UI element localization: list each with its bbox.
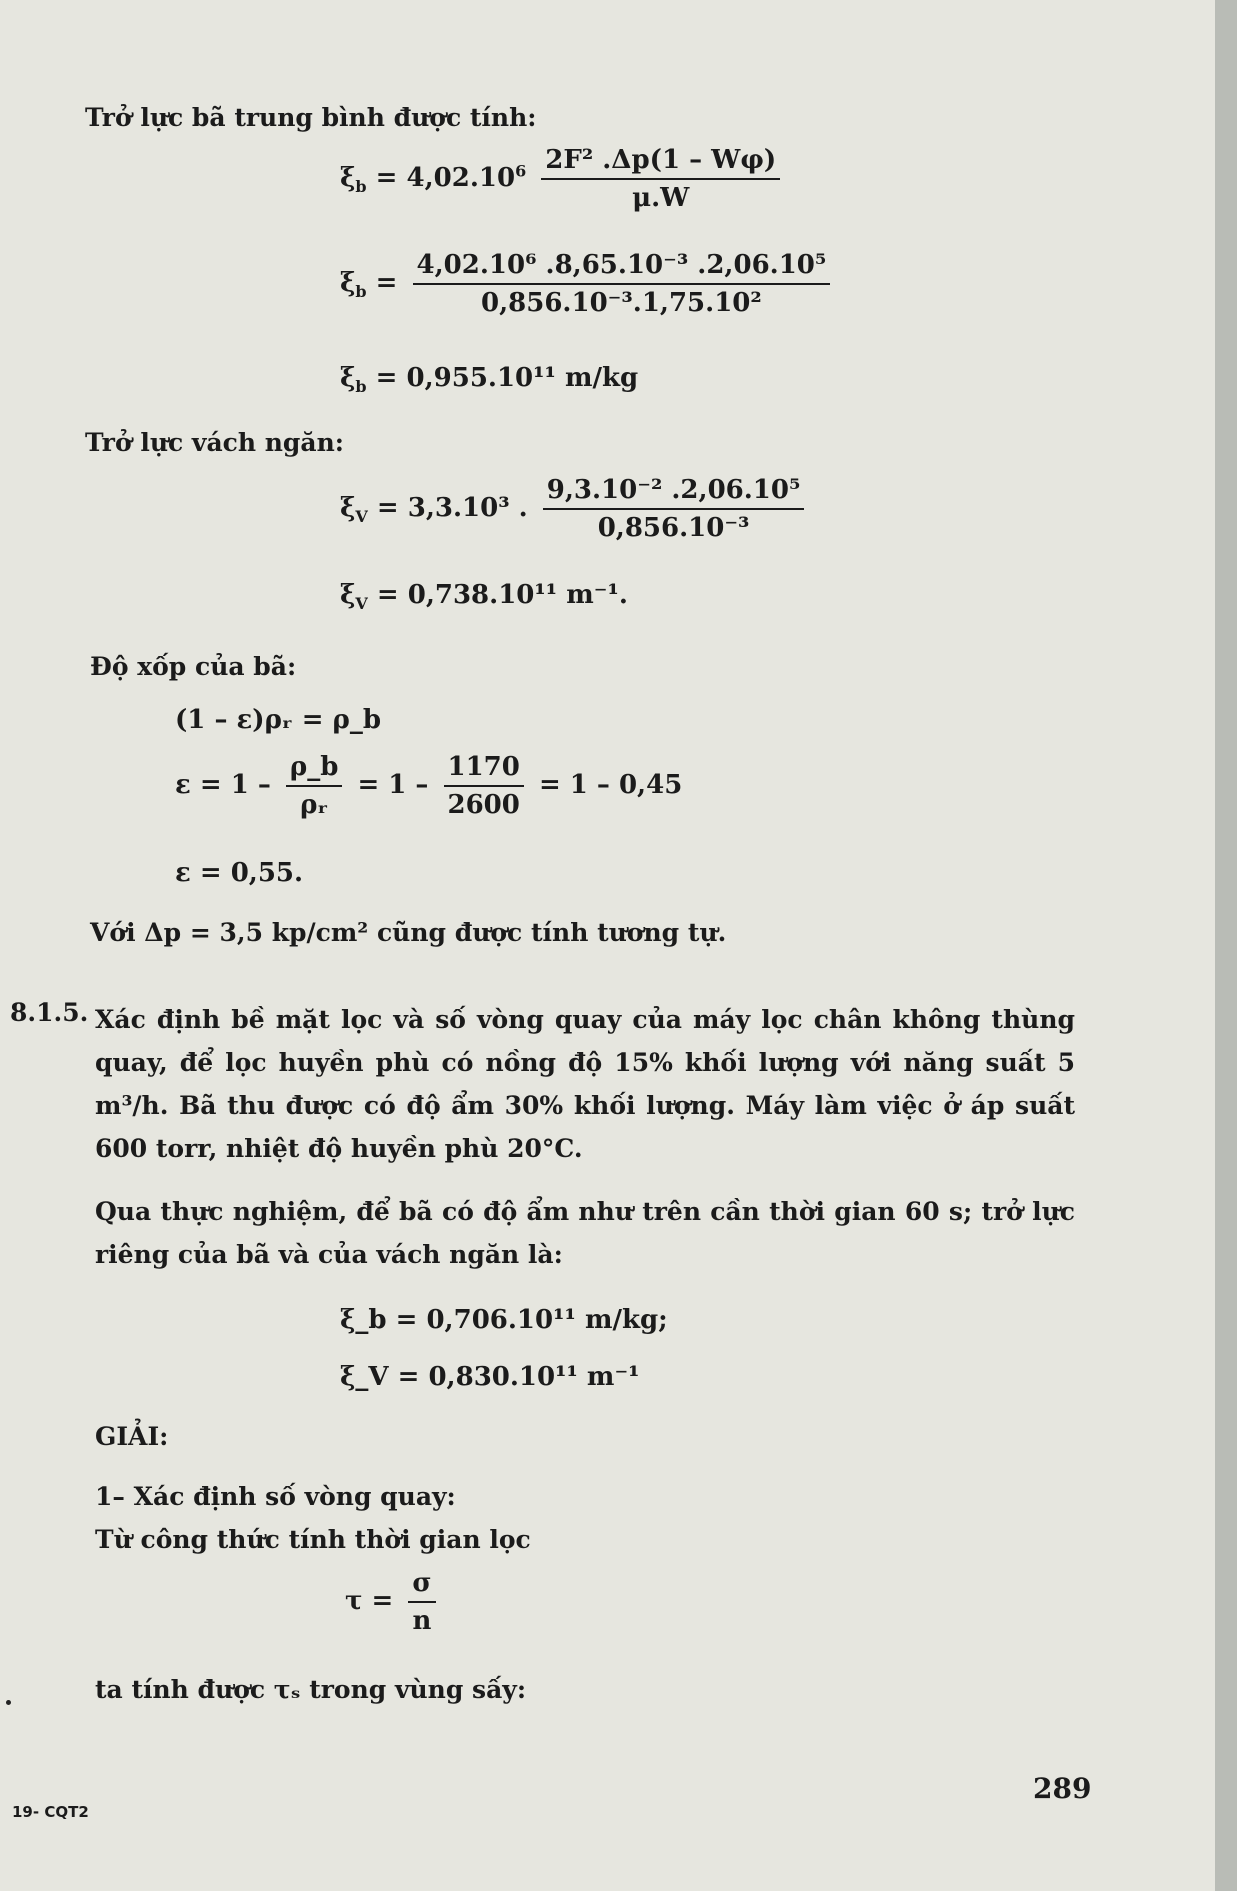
fraction-substitution: $\frac{\text{4,02.10⁶ .8,65.10⁻³ .2,06.10⁵}}{\text{0,856.10⁻³.1,75.10²}}$ [413, 250, 831, 318]
equation-cake-resistance-result: $\xi_b = 0,955.10^{11}$ m/kg [340, 363, 639, 397]
equation-medium-resistance-result: $\xi_V = 0,738.10^{11}$ m⁻¹. [340, 580, 628, 614]
fraction-medium: $\frac{\text{9,3.10⁻² .2,06.10⁵}}{\text{0,856.10⁻³}}$ [543, 475, 805, 543]
equation-given-medium-resistance: ξ_V = 0,830.10¹¹ m⁻¹ [340, 1362, 640, 1392]
equation-given-cake-resistance: ξ_b = 0,706.10¹¹ m/kg; [340, 1305, 668, 1335]
note-other-pressure: Với Δp = 3,5 kp/cm² cũng được tính tương tự. [90, 918, 727, 947]
heading-medium-resistance: Trở lực vách ngăn: [85, 428, 345, 457]
solution-heading: GIẢI: [95, 1422, 169, 1451]
solution-step-1-text: Từ công thức tính thời gian lọc [95, 1525, 531, 1554]
page-edge [1215, 0, 1237, 1891]
fraction-formula: $\frac{\text{2F² .Δp(1 – Wφ)}}{\mu.W}$ [541, 145, 780, 213]
solution-drying-zone-text: ta tính được τₛ trong vùng sấy: [95, 1675, 527, 1704]
equation-porosity-calc: ε = 1 – $\frac{\rho\_b}{\text{ρᵣ}}$ = 1 – $\frac{1170}{2600}$ = 1 – 0,45 [175, 752, 683, 820]
problem-experiment-text: Qua thực nghiệm, để bã có độ ẩm như trên cần thời gian 60 s; trở lực riêng của bã và của vách ngăn là: [95, 1197, 1075, 1269]
equation-porosity-result: ε = 0,55. [175, 858, 304, 888]
heading-cake-resistance: Trở lực bã trung bình được tính: [85, 103, 537, 132]
heading-porosity: Độ xốp của bã: [90, 652, 297, 681]
problem-number: 8.1.5. [10, 998, 89, 1027]
fraction-sigma-n: $\frac{\sigma}{n}$ [408, 1568, 435, 1636]
equation-cake-resistance-substitution: $\xi_b$ = $\frac{\text{4,02.10⁶ .8,65.10⁻³ .2,06.10⁵}}{\text{0,856.10⁻³.1,75.10²}}$ [340, 250, 836, 318]
problem-statement: Xác định bề mặt lọc và số vòng quay của máy lọc chân không thùng quay, để lọc huyền phù có nồng độ 15% khối lượng với năng suất 5 m³/h. Bã thu được có độ ẩm 30% khối lượng. Máy làm việc ở áp suất 600 torr, nhiệt độ huyền phù 20°C. [95, 1005, 1075, 1163]
fraction-density-values: $\frac{1170}{2600}$ [444, 752, 524, 820]
fraction-density-ratio: $\frac{\rho\_b}{\text{ρᵣ}}$ [286, 752, 342, 820]
equation-filtration-time: τ = $\frac{\sigma}{n}$ [345, 1568, 442, 1636]
equation-cake-resistance-formula: $\xi_b = 4,02.10^6$ $\frac{\text{2F² .Δp(1 – Wφ)}}{\mu.W}$ [340, 145, 786, 213]
page-number: 289 [1033, 1772, 1092, 1805]
footer-code: 19- CQT2 [12, 1803, 89, 1821]
scan-speck [6, 1700, 11, 1705]
solution-step-1: 1– Xác định số vòng quay: [95, 1482, 456, 1511]
equation-medium-resistance-formula: $\xi_V = 3,3.10^3$ . $\frac{\text{9,3.10⁻² .2,06.10⁵}}{\text{0,856.10⁻³}}$ [340, 475, 810, 543]
equation-porosity-relation: (1 – ε)ρᵣ = ρ_b [175, 705, 382, 735]
